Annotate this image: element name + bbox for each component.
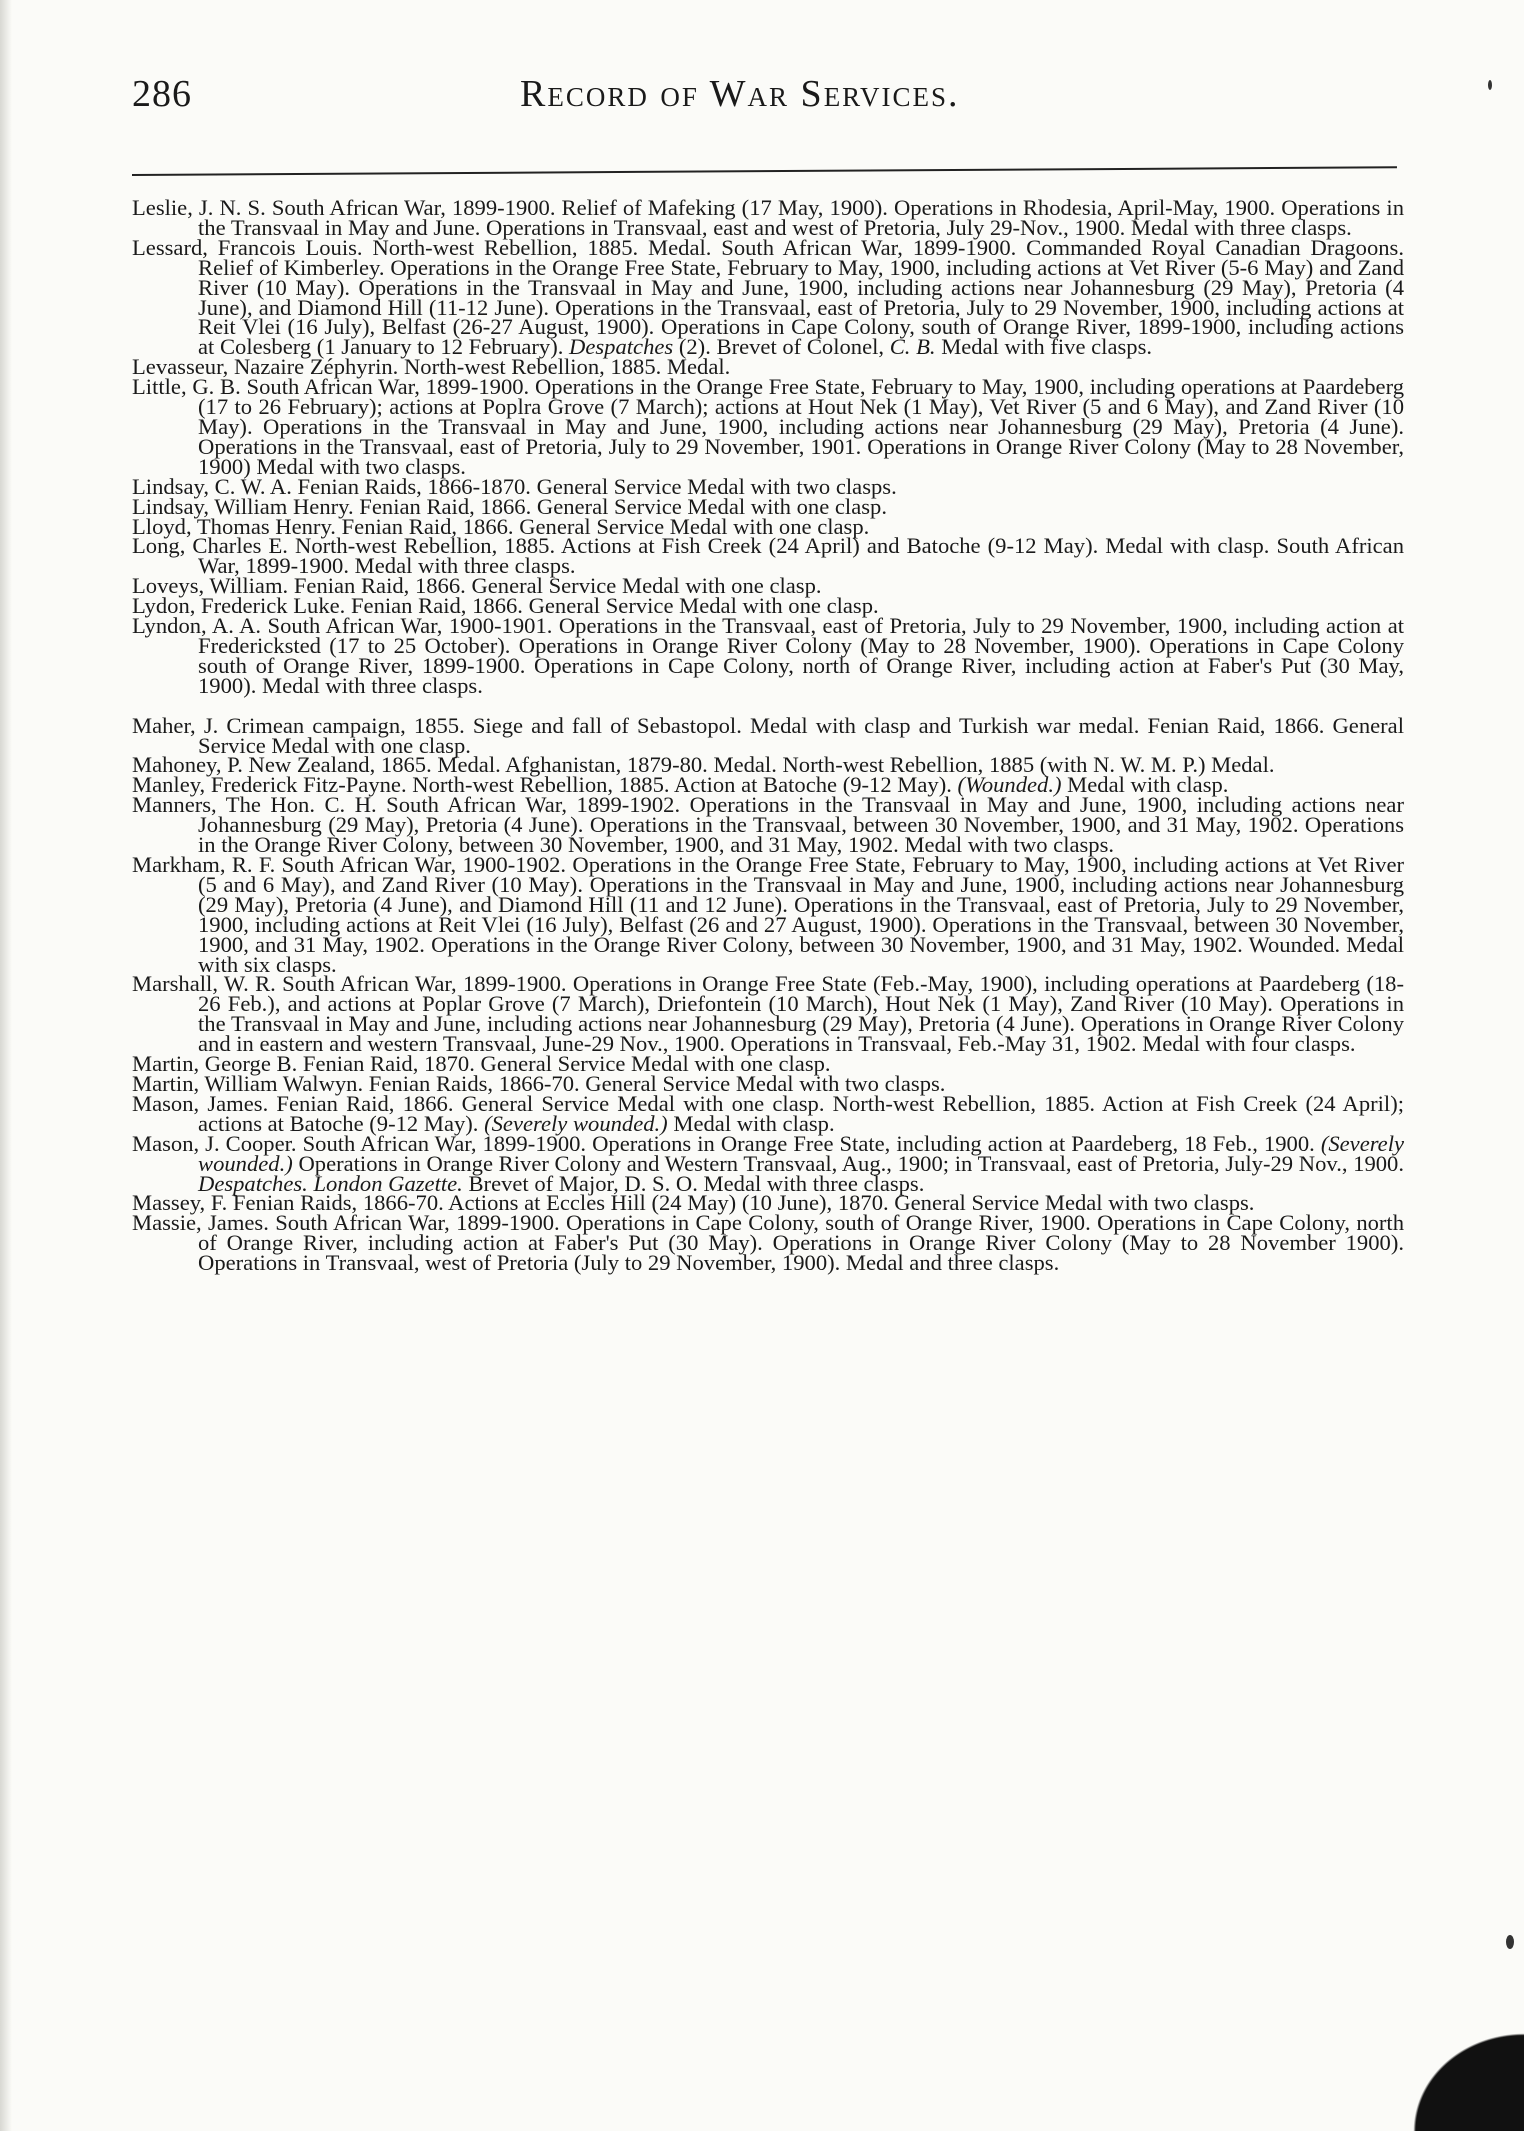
entry-name: Maher, J. [132, 712, 219, 738]
entry-name: Little, G. B. [132, 374, 241, 400]
entry-text: South African War, 1899-1900. Operations in the Orange Free State, February to May, 1900, including operations at Paardeberg (17 to 26 February); actions at Poplra Grove (7 March); actions at Hout Nek (1 May), Vet River (5 and 6 May), and Zand River (10 May). Operations in the Transvaal in May and June, 1900, including actions near Johannesburg (29 May), Pretoria (4 June). Operations in the Transvaal, east of Pretoria, July to 29 November, 1901. Operations in Orange River Colony (May to 28 November, 1900) Medal with two clasps. [198, 374, 1404, 479]
page-corner-curl [1354, 1981, 1524, 2131]
entry-text: South African War, 1900-1902. Operations in the Orange Free State, February to May, 1900, including actions at Vet River (5 and 6 May), and Zand River (10 May). Operations in the Transvaal in May and June, 1900, including actions near Johannesburg (29 May), Pretoria (4 June), and Diamond Hill (11 and 12 June). Operations in the Transvaal, east of Pretoria, July to 29 November, 1900, including actions at Reit Vlei (16 July), Belfast (26 and 27 August, 1900). Operations in the Transvaal, between 30 November, 1900, and 31 May, 1902. Operations in the Orange River Colony, between 30 November, 1900, and 31 May, 1902. Wounded. Medal with six clasps. [198, 852, 1404, 977]
entry-text: New Zealand, 1865. Medal. Afghanistan, 1879-80. Medal. North-west Rebellion, 1885 (with N. W. M. P.) Medal. [248, 752, 1275, 778]
entry-text: South African War, 1900-1901. Operations in the Transvaal, east of Pretoria, July to 29 November, 1900, including action at Fredericksted (17 to 25 October). Operations in Orange River Colony (May to 28 November, 1900). Operations in Cape Colony south of Orange River, 1899-1900. Operations in Cape Colony, north of Orange River, including action at Faber's Put (30 May, 1900). Medal with three clasps. [198, 613, 1404, 698]
entry-text: Fenian Raid, 1866. General Service Medal with one clasp. North-west Rebellion, 1885. Action at Fish Creek (24 April); actions at Batoche (9-12 May). [198, 1090, 1404, 1136]
entry-markham [132, 852, 1404, 977]
entry-long [132, 533, 1404, 579]
entries-list [132, 195, 1405, 1276]
entry-name: Manners, The Hon. C. H. [132, 792, 377, 818]
entry-name: Lyndon, A. A. [132, 613, 262, 639]
entry-text: Operations in Orange River Colony and Western Transvaal, Aug., 1900; in Transvaal, east of Pretoria, July-29 Nov., 1900. [298, 1150, 1405, 1176]
entry-name: Mahoney, P. [132, 752, 243, 778]
entry-italic: (Severely wounded.) [484, 1110, 668, 1136]
entry-text: Fenian Raids, 1866-70. General Service Medal with two clasps. [368, 1070, 946, 1096]
entry-massie [132, 1210, 1405, 1276]
entry-text: Medal with clasp. [1067, 772, 1229, 798]
entry-text: Medal with five clasps. [941, 334, 1153, 360]
scan-mark [1488, 80, 1492, 90]
entry-name: Martin, George B. [132, 1051, 298, 1077]
entry-name: Martin, William Walwyn. [132, 1070, 364, 1096]
entry-name: Marshall, W. R. [132, 971, 276, 997]
entry-text: North-west Rebellion, 1885. Medal. South African War, 1899-1900. Commanded Royal Canadian Dragoons. Relief of Kimberley. Operations in the Orange Free State, February to May, 1900, including actions at Vet River (5-6 May) and Zand River (10 May). Operations in the Transvaal in May and June, 1900, including actions near Johannesburg (29 May), Pretoria (4 June), and Diamond Hill (11-12 June). Operations in the Transvaal, east of Pretoria, July to 29 November, 1900, including actions at Reit Vlei (16 July), Belfast (26-27 August, 1900). Operations in Cape Colony, south of Orange River, 1899-1900, including actions at Colesberg (1 January to 12 February). [198, 234, 1405, 360]
entry-name: Lindsay, C. W. A. [132, 473, 292, 499]
entry-text: Fenian Raid, 1866. General Service Medal with one clasp. [293, 573, 822, 599]
entry-text: Fenian Raid, 1870. General Service Medal with one clasp. [302, 1051, 831, 1077]
entry-name: Lessard, Francois Louis. [132, 234, 363, 260]
entry-text: (2). Brevet of Colonel, [678, 334, 885, 360]
entry-leslie [132, 195, 1405, 240]
entry-text: South African War, 1899-1900. Operations in Orange Free State, including action at Paardeberg, 18 Feb., 1900. [302, 1130, 1315, 1156]
entry-text: North-west Rebellion, 1885. Actions at Fish Creek (24 April) and Batoche (9-12 May). Medal with clasp. South African War, 1899-1900. Medal with three clasps. [198, 533, 1404, 579]
entry-text: Fenian Raid, 1866. General Service Medal with one clasp. [341, 513, 870, 539]
entry-italic: C. B. [889, 334, 936, 360]
entry-text: North-west Rebellion, 1885. Action at Batoche (9-12 May). [412, 772, 952, 798]
entry-maher [132, 712, 1404, 758]
entry-name: Leslie, J. N. S. [132, 195, 266, 220]
entry-text: Brevet of Major, D. S. O. Medal with three clasps. [468, 1170, 925, 1196]
entry-text: Medal with clasp. [673, 1110, 835, 1136]
page-gutter-shadow [0, 0, 12, 2131]
entry-name: Lydon, Frederick Luke. [132, 593, 346, 619]
entry-name: Massie, James. [132, 1210, 269, 1236]
entry-name: Manley, Frederick Fitz-Payne. [132, 772, 407, 798]
entry-italic: (Wounded.) [957, 772, 1062, 798]
entry-name: Lindsay, William Henry. [132, 493, 354, 519]
running-title: Record of War Services. [520, 73, 960, 115]
entry-text: Fenian Raids, 1866-1870. General Service Medal with two clasps. [297, 473, 897, 499]
entry-name: Mason, James. [132, 1090, 269, 1116]
entry-text: Fenian Raid, 1866. General Service Medal with one clasp. [359, 493, 887, 519]
entry-text: South African War, 1899-1900. Relief of Mafeking (17 May, 1900). Operations in Rhodesia, April-May, 1900. Operations in the Transvaal in May and June. Operations in Transvaal, east and west of Pretoria, July 29-Nov., 1900. Medal with three clasps. [198, 195, 1405, 240]
entry-name: Levasseur, Nazaire Zéphyrin. [132, 354, 399, 380]
scan-mark [1506, 1935, 1514, 1949]
entry-lyndon [132, 613, 1404, 698]
entry-name: Mason, J. Cooper. [132, 1130, 297, 1156]
entry-name: Massey, F. [132, 1190, 228, 1216]
entry-mason-james [132, 1090, 1404, 1136]
entry-name: Long, Charles E. [132, 533, 288, 559]
header-rule [132, 166, 1397, 176]
entry-text: South African War, 1899-1902. Operations in the Transvaal in May and June, 1900, including actions near Johannesburg (29 May), Pretoria (4 June). Operations in the Transvaal, between 30 November, 1900, and 31 May, 1902. Operations in the Orange River Colony, between 30 November, 1900, and 31 May, 1902. Medal with two clasps. [198, 792, 1404, 858]
page-number: 286 [132, 73, 192, 115]
entry-text: Crimean campaign, 1855. Siege and fall of Sebastopol. Medal with clasp and Turkish war medal. Fenian Raid, 1866. General Service Medal with one clasp. [198, 712, 1404, 758]
entry-text: Fenian Raid, 1866. General Service Medal with one clasp. [350, 593, 879, 619]
entry-manners [132, 792, 1404, 858]
entry-italic: Despatches. London Gazette. [198, 1170, 463, 1196]
entry-name: Markham, R. F. [132, 852, 276, 877]
entry-text: South African War, 1899-1900. Operations in Cape Colony, south of Orange River, 1900. Operations in Cape Colony, north of Orange River, including action at Faber's Put (30 May). Operations in Orange River Colony (May to 28 November 1900). Operations in Transvaal, west of Pretoria (July to 29 November, 1900). Medal and three clasps. [198, 1210, 1405, 1276]
entry-text: South African War, 1899-1900. Operations in Orange Free State (Feb.-May, 1900), including operations at Paardeberg (18-26 Feb.), and actions at Poplar Grove (7 March), Driefontein (10 March), Hout Nek (1 May), Zand River (10 May). Operations in the Transvaal in May and June, including actions near Johannesburg (29 May), Pretoria (4 June). Operations in Orange River Colony and in eastern and western Transvaal, June-29 Nov., 1900. Operations in Transvaal, Feb.-May 31, 1902. Medal with four clasps. [198, 971, 1405, 1057]
entry-marshall [132, 971, 1405, 1057]
entry-little [132, 374, 1404, 479]
entry-mason-cooper [132, 1130, 1405, 1196]
entry-name: Lloyd, Thomas Henry. [132, 513, 336, 539]
entry-text: Fenian Raids, 1866-70. Actions at Eccles Hill (24 May) (10 June), 1870. General Service Medal with two clasps. [232, 1190, 1255, 1216]
entry-lessard [132, 234, 1405, 360]
entry-name: Loveys, William. [132, 573, 289, 599]
entry-italic: Despatches [569, 334, 674, 360]
entry-italic: (Severely wounded.) [198, 1130, 1405, 1176]
entry-text: North-west Rebellion, 1885. Medal. [403, 354, 731, 380]
